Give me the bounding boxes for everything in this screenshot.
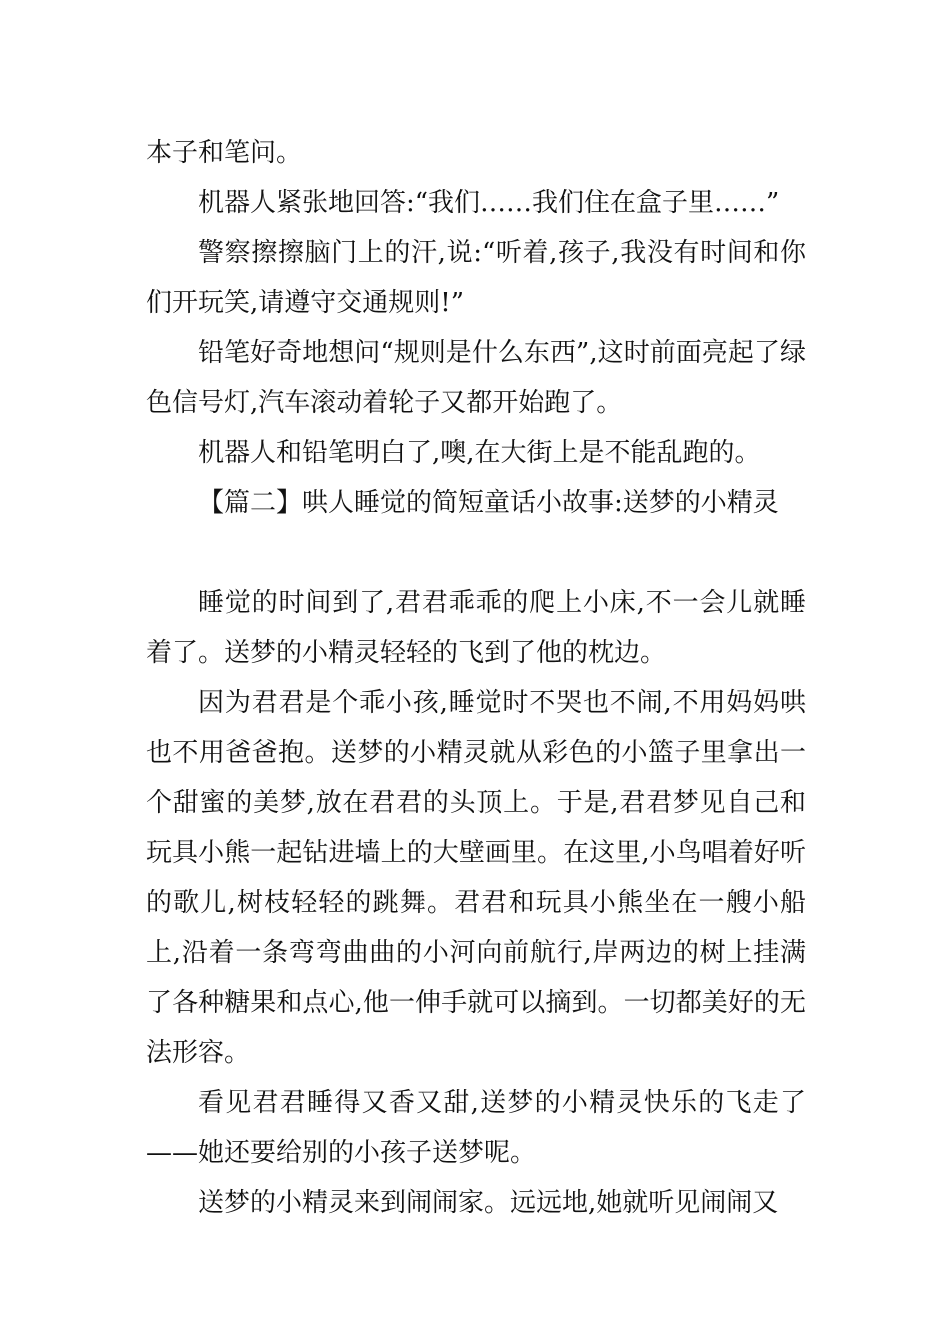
section-spacer xyxy=(146,528,806,578)
story-paragraph: 送梦的小精灵来到闹闹家。远远地,她就听见闹闹又 xyxy=(198,1188,779,1218)
story-paragraph: 睡觉的时间到了,君君乖乖的爬上小床,不一会儿就睡着了。送梦的小精灵轻轻的飞到了他的枕边。 xyxy=(146,588,806,668)
section-heading: 【篇二】哄人睡觉的简短童话小故事:送梦的小精灵 xyxy=(198,488,779,518)
paragraph-lesson: 机器人和铅笔明白了,噢,在大街上是不能乱跑的。 xyxy=(198,438,761,468)
paragraph-robot-answer: 机器人紧张地回答:“我们……我们住在盒子里……” xyxy=(198,188,780,218)
story-paragraph: 看见君君睡得又香又甜,送梦的小精灵快乐的飞走了——她还要给别的小孩子送梦呢。 xyxy=(146,1088,806,1168)
document-body xyxy=(146,128,806,1228)
paragraph-pencil-question: 铅笔好奇地想问“规则是什么东西”,这时前面亮起了绿色信号灯,汽车滚动着轮子又都开始跑了。 xyxy=(146,338,806,418)
story-paragraph: 因为君君是个乖小孩,睡觉时不哭也不闹,不用妈妈哄也不用爸爸抱。送梦的小精灵就从彩色的小篮子里拿出一个甜蜜的美梦,放在君君的头顶上。于是,君君梦见自己和玩具小熊一起钻进墙上的大壁画里。在这里,小鸟唱着好听的歌儿,树枝轻轻的跳舞。君君和玩具小熊坐在一艘小船上,沿着一条弯弯曲曲的小河向前航行,岸两边的树上挂满了各种糖果和点心,他一伸手就可以摘到。一切都美好的无法形容。 xyxy=(146,688,806,1068)
paragraph-continued: 本子和笔问。 xyxy=(146,138,303,168)
paragraph-police-speech: 警察擦擦脑门上的汗,说:“听着,孩子,我没有时间和你们开玩笑,请遵守交通规则!” xyxy=(146,238,806,318)
